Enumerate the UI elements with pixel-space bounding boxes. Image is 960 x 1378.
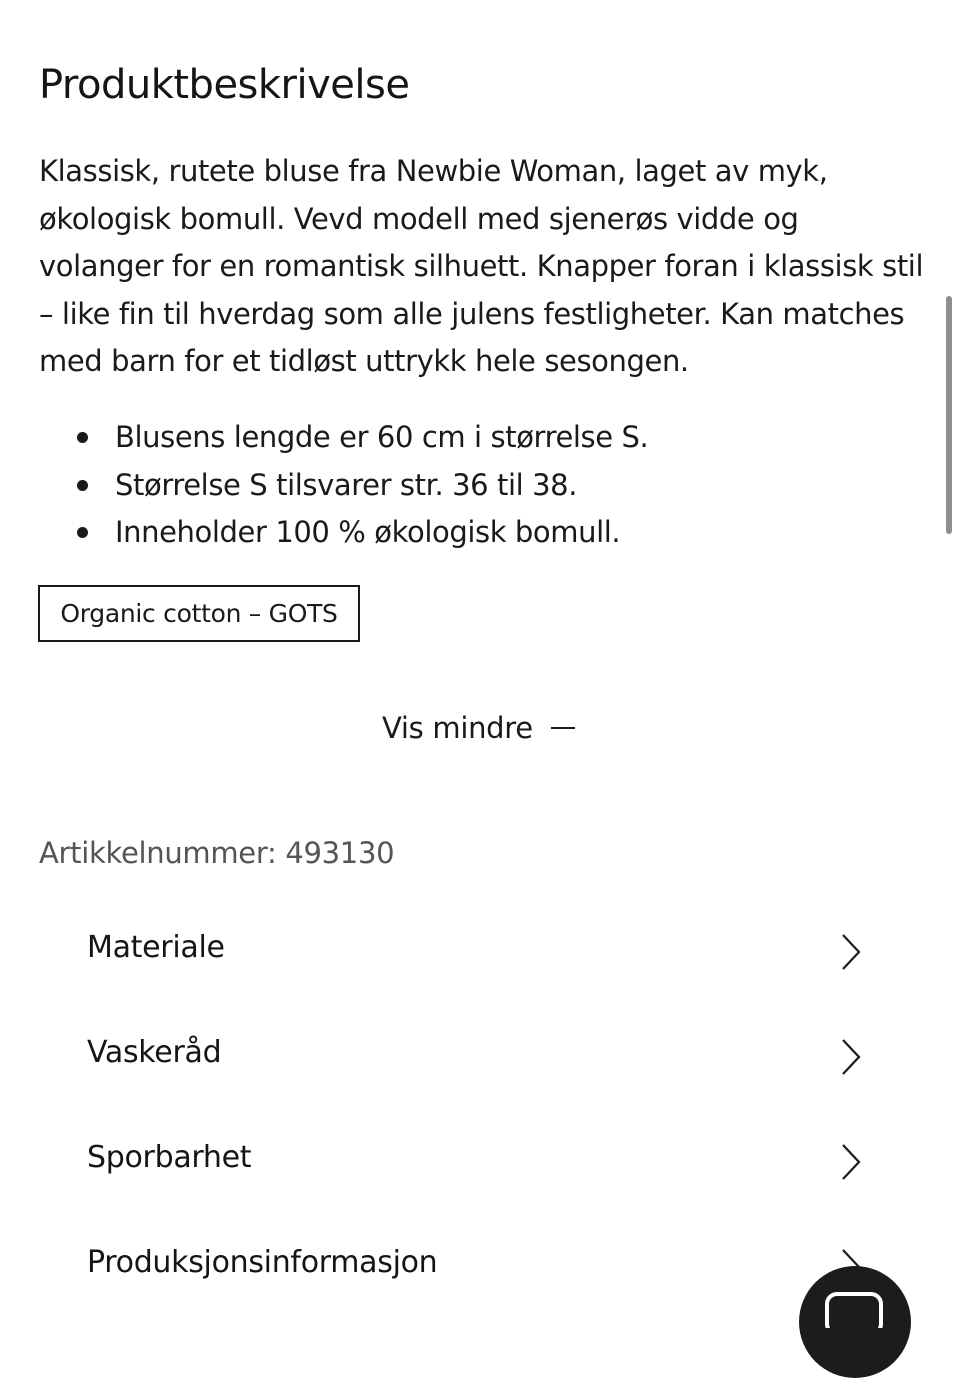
accordion-item-label: Produksjonsinformasjon	[87, 1245, 438, 1280]
chevron-right-icon	[836, 932, 866, 972]
chat-button[interactable]	[799, 1266, 911, 1378]
list-item	[39, 414, 648, 462]
certification-badge: Organic cotton – GOTS	[38, 585, 360, 642]
accordion-item-sporbarhet[interactable]	[0, 1110, 960, 1215]
bullet-icon	[77, 432, 88, 443]
article-number: Artikkelnummer: 493130	[39, 836, 395, 870]
minus-icon	[551, 727, 575, 729]
product-description-text: Klassisk, rutete bluse fra Newbie Woman, laget av myk, økologisk bomull. Vevd modell med sjenerøs vidde og volanger for en romantisk silhuett. Knapper foran i klassisk stil – like fin til hverdag som alle julens festligheter. Kan matches med barn for et tidløst uttrykk hele sesongen.	[39, 154, 924, 378]
chat-icon	[823, 1288, 885, 1328]
chevron-right-icon	[836, 1142, 866, 1182]
accordion-item-materiale[interactable]	[0, 900, 960, 1005]
list-item-text: Blusens lengde er 60 cm i størrelse S.	[115, 420, 649, 454]
bullet-icon	[77, 480, 88, 491]
bullet-icon	[77, 527, 88, 538]
accordion-item-label: Materiale	[87, 930, 225, 965]
show-less-label: Vis mindre	[382, 711, 533, 745]
product-details-list	[39, 414, 648, 557]
list-item	[39, 509, 648, 557]
scrollbar-thumb[interactable]	[946, 296, 952, 534]
list-item-text: Størrelse S tilsvarer str. 36 til 38.	[115, 467, 578, 502]
list-item	[39, 462, 648, 510]
list-item-text: Inneholder 100 % økologisk bomull.	[115, 515, 621, 549]
accordion-item-vaskerad[interactable]	[0, 1005, 960, 1110]
accordion-item-label: Sporbarhet	[87, 1140, 252, 1175]
page-title: Produktbeskrivelse	[39, 62, 410, 108]
chevron-right-icon	[836, 1037, 866, 1077]
show-less-button[interactable]	[382, 706, 575, 750]
accordion-item-label: Vaskeråd	[87, 1035, 222, 1070]
